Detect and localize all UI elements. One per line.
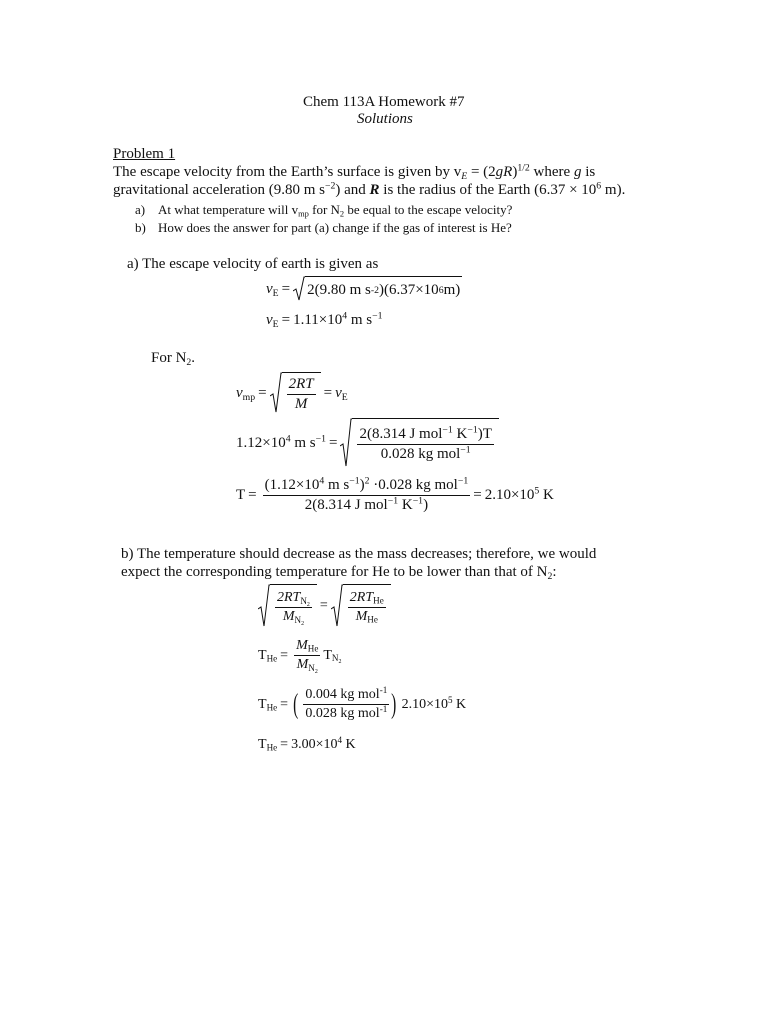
escape-velocity-equation: $v_E$ = 2(9.80 m s -2 )(6.37×10 6 m) bbox=[266, 276, 465, 302]
question-a: At what temperature will $v_{mp}$ for $N_2$ be equal to the escape velocity? bbox=[158, 202, 513, 219]
ratio-equation: $\frac{2RT_{N_2}}{M_{N_2}}$ = $\frac{2RT_{He}}{M_{He}}$ bbox=[258, 584, 394, 628]
part-a-intro: a) The escape velocity of earth is given as bbox=[127, 256, 379, 272]
the-result: $T_{He}$ = $3.00\times 10^4$ K bbox=[258, 735, 356, 753]
vmp-equation: $v_{mp}$ = $\frac{2RT}{M}$ = $v_E$ bbox=[236, 372, 351, 414]
the-substitution-equation: $T_{He}$ = ( $\frac{0.004 kg mol^{-1}}{0.028 kg mol^{-1}}$ ) $2.10\times 10^5$ K bbox=[258, 685, 467, 722]
question-b-label: b) bbox=[135, 220, 146, 235]
part-b-line-1: b) The temperature should decrease as the mass decreases; therefore, we would bbox=[121, 546, 597, 562]
temperature-equation: T = $\frac{(1.12\times 10^4 m s^{-1})^2 \cdot 0.028 kg mol^{-1}}{2(8.314 J mol^{-1} K^{-1})}$ = $2.10\times 10^5$ K bbox=[236, 475, 554, 514]
substitution-equation: $1.12\times 10^4$ m $s^{-1}$ = $\frac{2(8.314 J mol^{-1} K^{-1})T}{0.028 kg mol^{-1}}$ bbox=[236, 418, 502, 468]
part-b-line-2: expect the corresponding temperature for He to be lower than that of $N_2$: bbox=[121, 564, 557, 582]
question-b: How does the answer for part (a) change if the gas of interest is He? bbox=[158, 220, 512, 235]
page-title: Chem 113A Homework #7 bbox=[303, 94, 465, 110]
for-n2-label: For $N_2$. bbox=[151, 350, 196, 368]
page-subtitle: Solutions bbox=[357, 111, 413, 127]
sqrt-symbol: 2(9.80 m s -2 )(6.37×10 6 m) bbox=[293, 276, 462, 302]
the-ratio-equation: $T_{He}$ = $\frac{M_{He}}{M_{N_2}}$ $T_{N_2}$ bbox=[258, 638, 342, 675]
escape-velocity-result: $v_E$ = $1.11\times 10^4$ m $s^{-1}$ bbox=[266, 310, 383, 330]
question-a-label: a) bbox=[135, 202, 146, 217]
problem-line-1: The escape velocity from the Earth’s surface is given by $v_E = (2gR)^{1/2}$ where g is bbox=[113, 162, 596, 182]
problem-heading: Problem 1 bbox=[113, 146, 176, 162]
problem-line-2: gravitational acceleration (9.80 m $s^{-2}$) and R is the radius of the Earth ($6.37 \times 10^6$ m). bbox=[113, 180, 626, 198]
